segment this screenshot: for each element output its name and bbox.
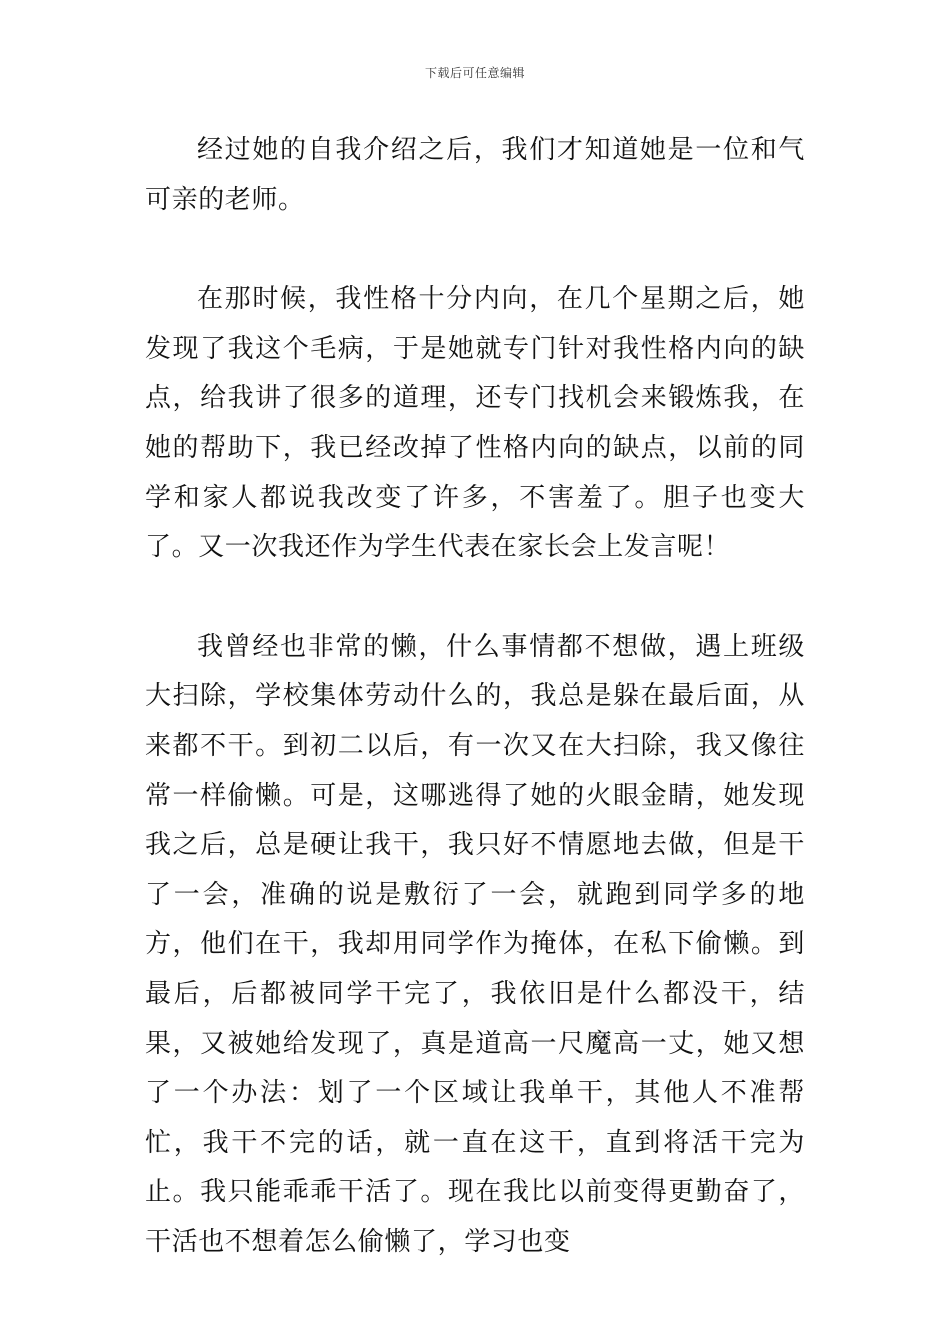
page-header-note: 下载后可任意编辑 bbox=[424, 66, 525, 80]
document-body bbox=[145, 126, 805, 1267]
paragraph-intro: 经过她的自我介绍之后，我们才知道她是一位和气可亲的老师。 bbox=[145, 135, 805, 215]
paragraph-laziness: 我曾经也非常的懒，什么事情都不想做，遇上班级大扫除，学校集体劳动什么的，我总是躲在最后面，从来都不干。到初二以后，有一次又在大扫除，我又像往常一样偷懒。可是，这哪逃得了她的火眼金睛，她发现我之后，总是硬让我干，我只好不情愿地去做，但是干了一会，准确的说是敷衍了一会，就跑到同学多的地方，他们在干，我却用同学作为掩体，在私下偷懒。到最后，后都被同学干完了，我依旧是什么都没干，结果，又被她给发现了，真是道高一尺魔高一丈，她又想了一个办法：划了一个区域让我单干，其他人不准帮忙，我干不完的话，就一直在这干，直到将活干完为止。我只能乖乖干活了。现在我比以前变得更勤奋了，干活也不想着怎么偷懒了，学习也变 bbox=[145, 631, 805, 1257]
paragraph-shyness: 在那时候，我性格十分内向，在几个星期之后，她发现了我这个毛病，于是她就专门针对我性格内向的缺点，给我讲了很多的道理，还专门找机会来锻炼我，在她的帮助下，我已经改掉了性格内向的缺点，以前的同学和家人都说我改变了许多，不害羞了。胆子也变大了。又一次我还作为学生代表在家长会上发言呢！ bbox=[145, 284, 805, 563]
